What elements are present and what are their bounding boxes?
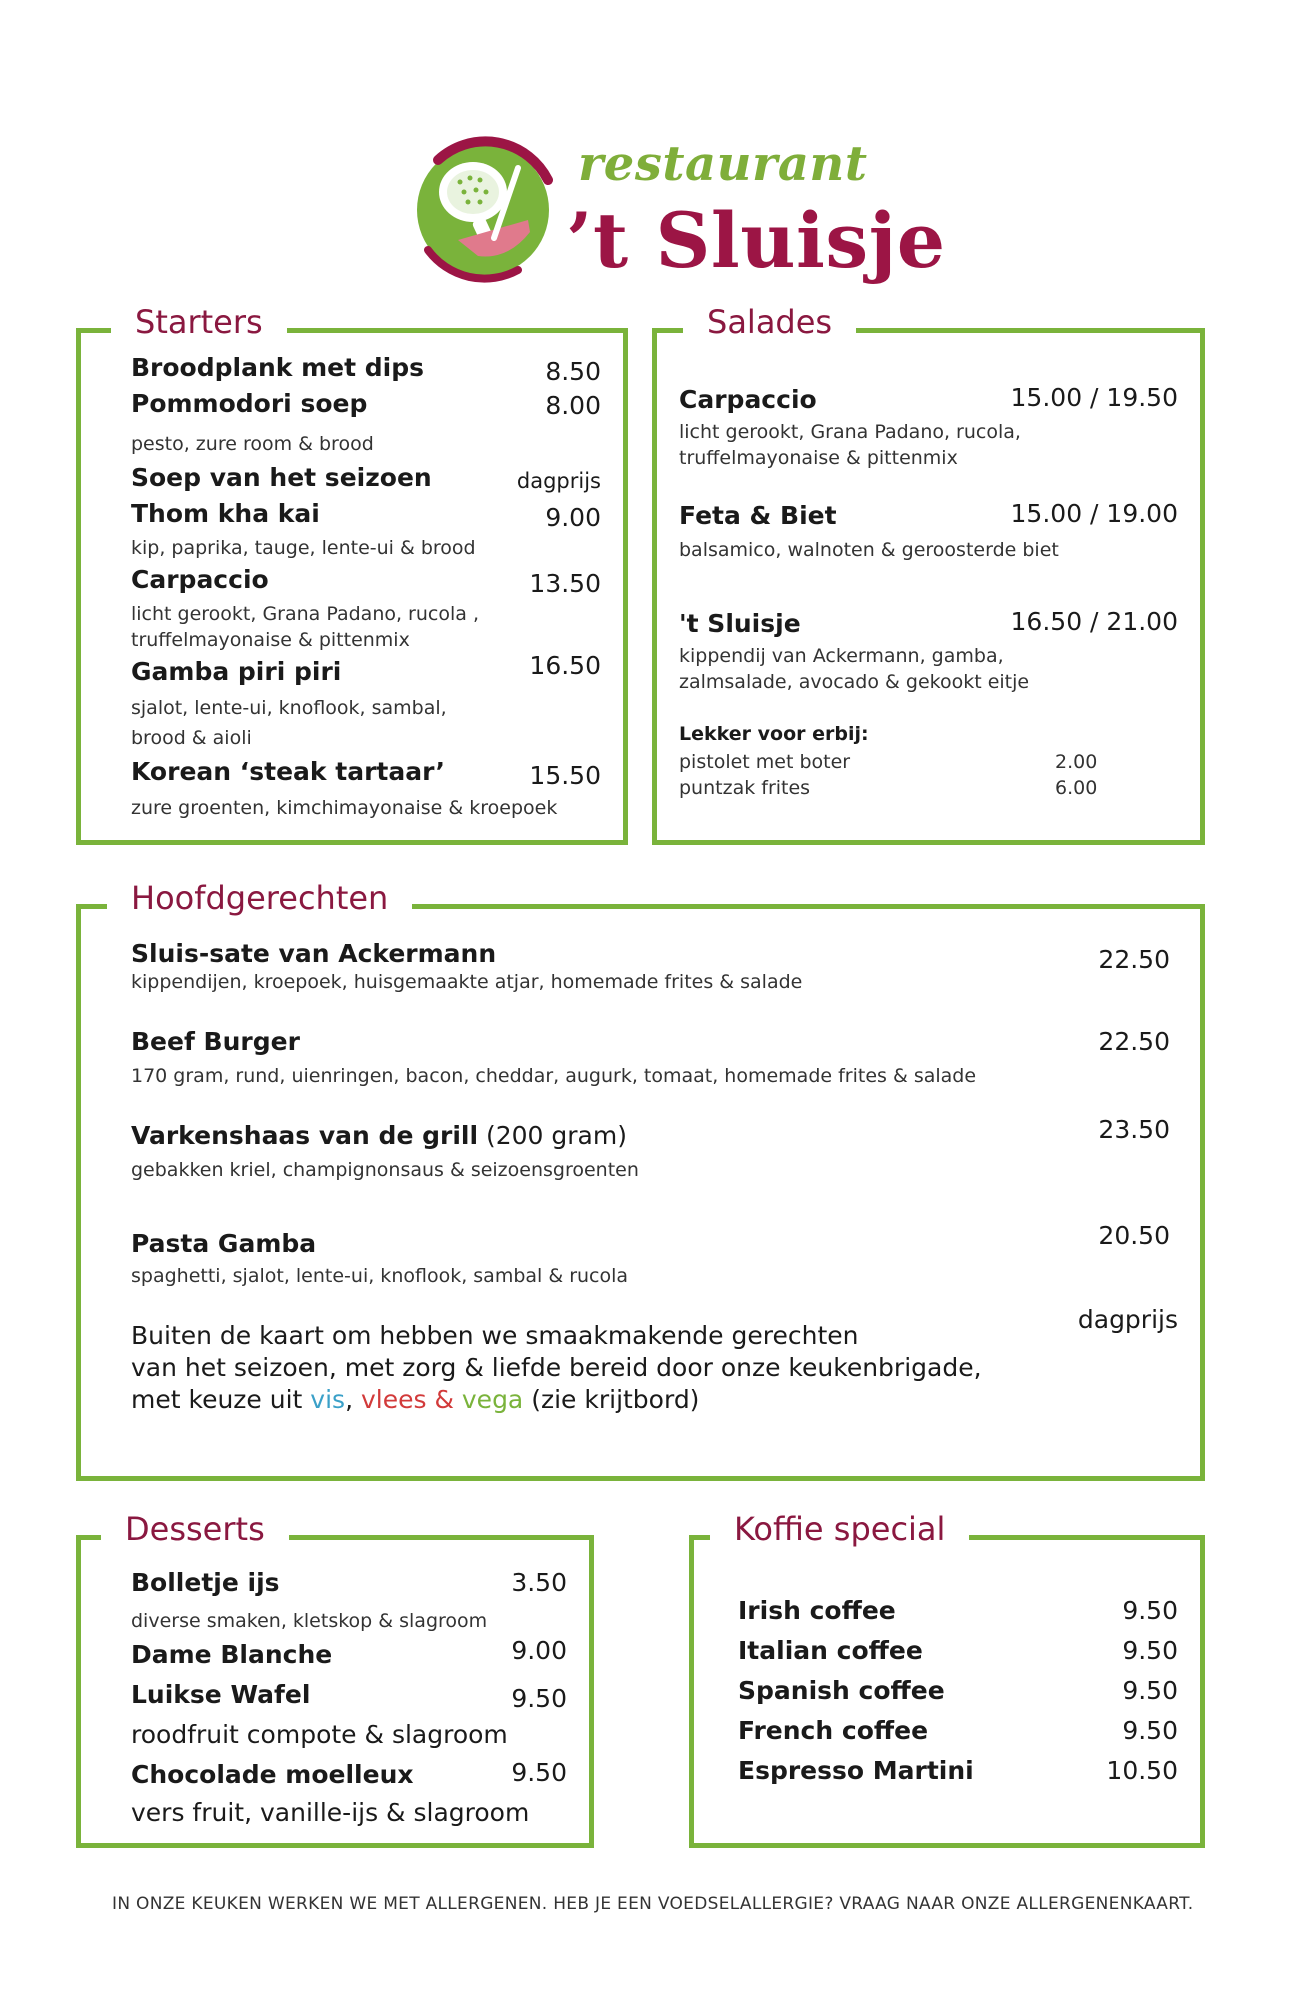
desserts-box (76, 1510, 594, 1848)
menu-item-price: 8.50 (545, 357, 601, 386)
menu-item-desc: kippendij van Ackermann, gamba, (679, 645, 1004, 667)
menu-item-price: 9.50 (1122, 1636, 1178, 1665)
special-vis: vis (310, 1385, 346, 1414)
menu-item-name: Korean ‘steak tartaar’ (131, 757, 445, 786)
menu-item-name: Sluis-sate van Ackermann (131, 939, 497, 968)
menu-item-desc: gebakken kriel, champignonsaus & seizoensgroenten (131, 1159, 639, 1181)
menu-item-price: 15.50 (529, 761, 601, 790)
menu-item-name: Irish coffee (738, 1596, 896, 1625)
koffie-box (689, 1510, 1205, 1848)
menu-item-name (131, 1121, 627, 1150)
menu-item-price: dagprijs (516, 469, 601, 493)
starters-box (76, 303, 628, 845)
menu-item-name: Pommodori soep (131, 389, 368, 418)
special-text-line1: Buiten de kaart om hebben we smaakmakende gerechten (131, 1321, 859, 1350)
extras-item-price: 2.00 (1055, 751, 1098, 773)
salades-title: Salades (683, 303, 856, 341)
extras-title: Lekker voor erbij: (679, 723, 869, 745)
menu-item-price: 9.50 (1122, 1716, 1178, 1745)
menu-item-name-extra: (200 gram) (478, 1121, 627, 1150)
special-vlees: vlees & (360, 1385, 462, 1414)
menu-item-name: Feta & Biet (679, 501, 837, 530)
menu-item-name: Spanish coffee (738, 1676, 945, 1705)
menu-item-name: Bolletje ijs (131, 1568, 280, 1597)
menu-item-desc: licht gerookt, Grana Padano, rucola , (131, 603, 479, 625)
menu-item-desc: brood & aioli (131, 727, 252, 749)
menu-item-name: French coffee (738, 1716, 929, 1745)
menu-item-price: 9.00 (511, 1636, 567, 1665)
menu-item-price: 23.50 (1098, 1115, 1170, 1144)
menu-item-desc: spaghetti, sjalot, lente-ui, knoflook, sambal & rucola (131, 1265, 629, 1287)
special-price: dagprijs (1077, 1305, 1178, 1334)
menu-item-desc: vers fruit, vanille-ijs & slagroom (131, 1798, 530, 1827)
menu-item-price: 16.50 (529, 651, 601, 680)
menu-item-name: Soep van het seizoen (131, 463, 432, 492)
extras-item-price: 6.00 (1055, 777, 1098, 799)
menu-item-price: 13.50 (529, 569, 601, 598)
menu-item-name: Carpaccio (131, 565, 269, 594)
menu-item-price: 9.50 (511, 1758, 567, 1787)
menu-item-desc: kip, paprika, tauge, lente-ui & brood (131, 537, 476, 559)
menu-item-name: Dame Blanche (131, 1640, 333, 1669)
menu-item-name: Carpaccio (679, 385, 817, 414)
menu-item-price: 16.50 / 21.00 (1010, 607, 1178, 636)
menu-item-price: 9.50 (1122, 1676, 1178, 1705)
special-text-a: met keuze uit (131, 1385, 311, 1414)
menu-item-price: 9.00 (545, 503, 601, 532)
menu-item-name-bold: Varkenshaas van de grill (131, 1121, 479, 1150)
logo-restaurant-text: restaurant (578, 136, 868, 192)
menu-item-name: Italian coffee (738, 1636, 923, 1665)
menu-item-name: Gamba piri piri (131, 657, 342, 686)
hoofdgerechten-box (76, 879, 1205, 1481)
menu-item-desc: truffelmayonaise & pittenmix (131, 629, 410, 651)
menu-item-desc: zalmsalade, avocado & gekookt eitje (679, 671, 1030, 693)
menu-item-desc: licht gerookt, Grana Padano, rucola, (679, 421, 1021, 443)
koffie-title: Koffie special (710, 1510, 969, 1548)
extras-item-name: puntzak frites (679, 777, 811, 799)
menu-item-price: 9.50 (1122, 1596, 1178, 1625)
menu-item-name: Pasta Gamba (131, 1229, 317, 1258)
extras-item-name: pistolet met boter (679, 751, 851, 773)
salades-box (652, 303, 1205, 845)
menu-item-price: 8.00 (545, 391, 601, 420)
menu-item-name: Luikse Wafel (131, 1680, 311, 1709)
special-comma: , (345, 1385, 361, 1414)
menu-item-desc: kippendijen, kroepoek, huisgemaakte atjar, homemade frites & salade (131, 971, 803, 993)
desserts-title: Desserts (101, 1510, 289, 1548)
menu-item-desc: diverse smaken, kletskop & slagroom (131, 1610, 488, 1632)
logo-icon (398, 120, 568, 290)
menu-item-price: 20.50 (1098, 1221, 1170, 1250)
special-text-b: (zie krijtbord) (523, 1385, 700, 1414)
menu-item-name: Thom kha kai (131, 499, 320, 528)
menu-item-name: Espresso Martini (738, 1756, 974, 1785)
menu-item-name: Chocolade moelleux (131, 1760, 414, 1789)
menu-item-desc: sjalot, lente-ui, knoflook, sambal, (131, 697, 447, 719)
menu-item-price: 10.50 (1106, 1756, 1178, 1785)
menu-item-desc: truffelmayonaise & pittenmix (679, 447, 958, 469)
menu-item-desc: balsamico, walnoten & geroosterde biet (679, 539, 1059, 561)
allergen-notice: IN ONZE KEUKEN WERKEN WE MET ALLERGENEN. HEB JE EEN VOEDSELALLERGIE? VRAAG NAAR ONZE ALLERGENENKAART. (112, 1894, 1194, 1914)
menu-item-name: Beef Burger (131, 1027, 300, 1056)
menu-item-price: 15.00 / 19.50 (1010, 383, 1178, 412)
menu-item-desc: 170 gram, rund, uienringen, bacon, cheddar, augurk, tomaat, homemade frites & salade (131, 1065, 977, 1087)
menu-item-price: 15.00 / 19.00 (1010, 499, 1178, 528)
starters-title: Starters (111, 303, 287, 341)
hoofdgerechten-title: Hoofdgerechten (107, 879, 412, 917)
menu-item-price: 22.50 (1098, 945, 1170, 974)
special-text-line2: van het seizoen, met zorg & liefde bereid door onze keukenbrigade, (131, 1353, 982, 1382)
menu-item-desc: roodfruit compote & slagroom (131, 1720, 508, 1749)
menu-item-desc: pesto, zure room & brood (131, 433, 374, 455)
special-vega: vega (461, 1385, 524, 1414)
special-text-line3 (131, 1385, 699, 1414)
logo-name-text: ’t Sluisje (566, 196, 946, 285)
menu-item-price: 9.50 (511, 1684, 567, 1713)
menu-item-desc: zure groenten, kimchimayonaise & kroepoek (131, 797, 558, 819)
menu-item-name: Broodplank met dips (131, 353, 424, 382)
menu-item-price: 3.50 (511, 1568, 567, 1597)
menu-item-name: 't Sluisje (679, 609, 801, 638)
menu-item-price: 22.50 (1098, 1027, 1170, 1056)
